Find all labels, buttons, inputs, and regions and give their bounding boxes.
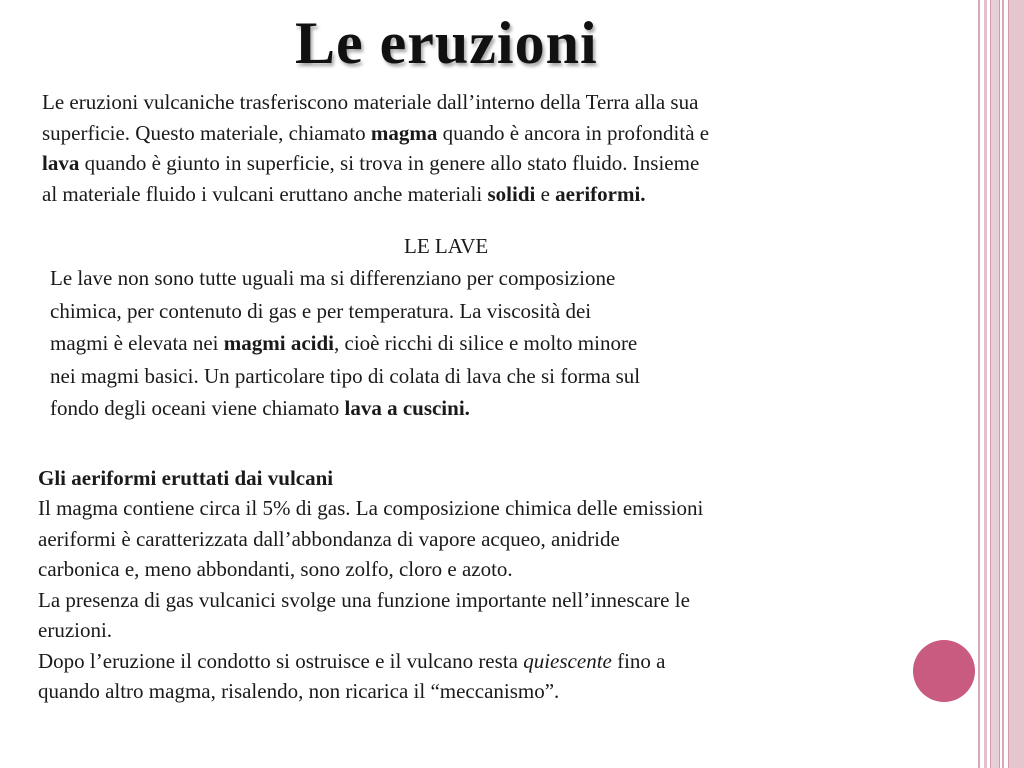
intro-paragraph (42, 87, 992, 209)
bold-term-lava-a-cuscini: lava a cuscini. (344, 396, 470, 420)
text-line: eruzioni. (38, 618, 113, 642)
lave-paragraph (50, 262, 910, 425)
bold-term-magma: magma (370, 120, 438, 145)
text-run: fino a (611, 648, 666, 673)
text-line: Il magma contiene circa il 5% di gas. La composizione chimica delle emissioni (38, 496, 704, 520)
slide-title: Le eruzioni (295, 10, 598, 76)
text-line (42, 118, 992, 149)
text-run: quando è giunto in superficie, si trova in genere allo stato fluido. Insieme (79, 151, 700, 175)
border-stripe (1002, 0, 1004, 768)
text-line (42, 148, 992, 179)
section-heading-lave: LE LAVE (404, 234, 489, 258)
text-run: , cioè ricchi di silice e molto minore (334, 331, 638, 355)
text-line: carbonica e, meno abbondanti, sono zolfo, cloro e azoto. (38, 557, 513, 581)
aeriformi-paragraph (38, 493, 973, 707)
text-run: quando è ancora in profondità e (437, 120, 710, 145)
text-line: Le eruzioni vulcaniche trasferiscono materiale dall’interno della Terra alla sua (42, 90, 699, 114)
text-line: Le lave non sono tutte uguali ma si differenziano per composizione (50, 266, 616, 290)
text-line: chimica, per contenuto di gas e per temperatura. La viscosità dei (50, 298, 592, 323)
text-line (42, 179, 992, 210)
text-run: magmi è elevata nei (50, 331, 224, 355)
text-run: e (535, 181, 556, 206)
text-line (50, 327, 910, 360)
text-line: nei magmi basici. Un particolare tipo di colata di lava che si forma sul (50, 363, 641, 388)
text-line (50, 392, 910, 425)
text-line: quando altro magma, risalendo, non ricarica il “meccanismo”. (38, 679, 560, 703)
decorative-circle (913, 640, 975, 702)
text-run: Dopo l’eruzione il condotto si ostruisce e il vulcano resta (38, 648, 524, 673)
text-line: La presenza di gas vulcanici svolge una funzione importante nell’innescare le (38, 587, 690, 612)
section-heading-aeriformi: Gli aeriformi eruttati dai vulcani (38, 466, 334, 490)
text-run: fondo degli oceani viene chiamato (50, 396, 345, 420)
bold-term-lava: lava (42, 151, 80, 175)
border-stripe (1008, 0, 1024, 768)
italic-term-quiescente: quiescente (523, 648, 612, 673)
text-run: superficie. Questo materiale, chiamato (42, 120, 371, 145)
text-run: al materiale fluido i vulcani eruttano anche materiali (42, 181, 488, 206)
bold-term-aeriformi: aeriformi. (555, 181, 646, 206)
bold-term-solidi: solidi (487, 181, 536, 206)
bold-term-magmi-acidi: magmi acidi (223, 331, 335, 355)
text-line: aeriformi è caratterizzata dall’abbondanza di vapore acqueo, anidride (38, 526, 620, 551)
text-line (38, 646, 973, 677)
